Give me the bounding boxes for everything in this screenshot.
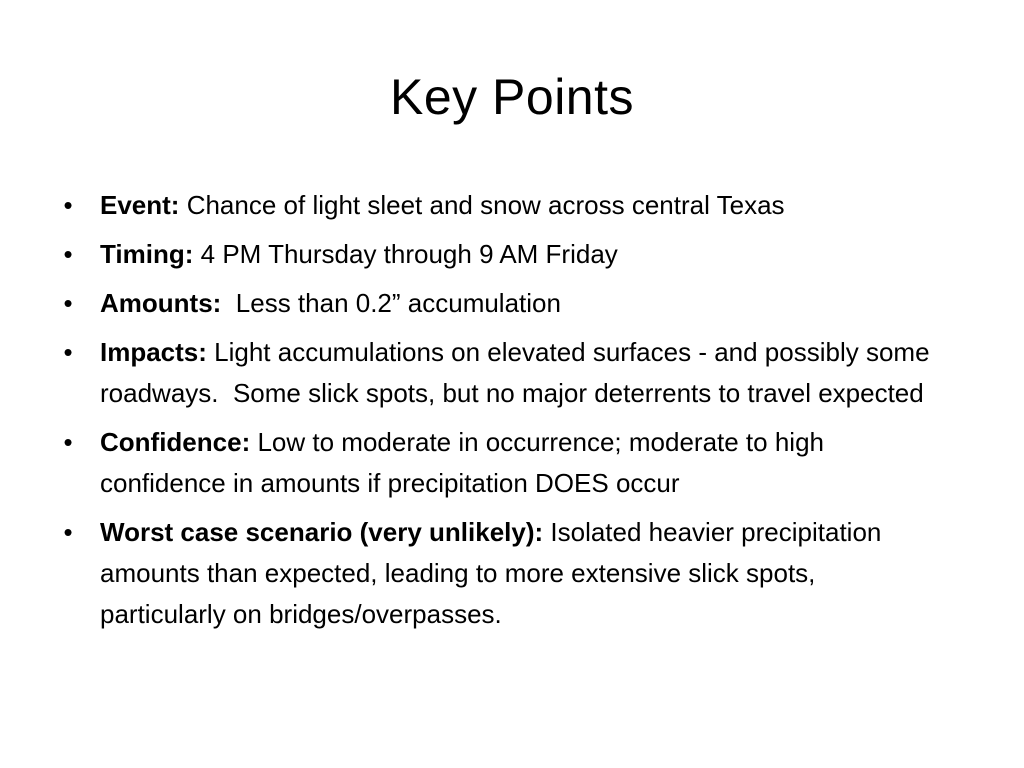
bullet-label: Event: [100, 190, 180, 220]
bullet-icon: • [63, 517, 73, 547]
bullet-icon: • [63, 288, 73, 318]
bullet-item-event [58, 185, 938, 226]
bullet-text: Chance of light sleet and snow across central Texas [179, 190, 785, 220]
bullet-item-amounts [58, 283, 938, 324]
bullet-icon: • [63, 239, 73, 269]
bullet-icon: • [63, 337, 73, 367]
bullet-text: Isolated heavier precipitation amounts than expected, leading to more extensive slick spots, particularly on bridges/overpasses. [100, 517, 889, 629]
bullet-list [58, 185, 938, 643]
bullet-label: Timing: [100, 239, 194, 269]
bullet-label: Worst case scenario (very unlikely): [100, 517, 544, 547]
bullet-item-impacts [58, 332, 938, 414]
bullet-item-confidence [58, 422, 938, 504]
bullet-label: Confidence: [100, 427, 251, 457]
bullet-text: Low to moderate in occurrence; moderate to high confidence in amounts if precipitation DOES occur [100, 427, 832, 498]
bullet-icon: • [63, 427, 73, 457]
bullet-item-worst-case [58, 512, 938, 635]
bullet-icon: • [63, 190, 73, 220]
bullet-text: Light accumulations on elevated surfaces - and possibly some roadways. Some slick spots, but no major deterrents to travel expected [100, 337, 937, 408]
bullet-text: Less than 0.2” accumulation [221, 288, 561, 318]
bullet-text: 4 PM Thursday through 9 AM Friday [193, 239, 618, 269]
bullet-item-timing [58, 234, 938, 275]
slide-title: Key Points [389, 69, 634, 125]
bullet-label: Amounts: [100, 288, 222, 318]
bullet-label: Impacts: [100, 337, 207, 367]
